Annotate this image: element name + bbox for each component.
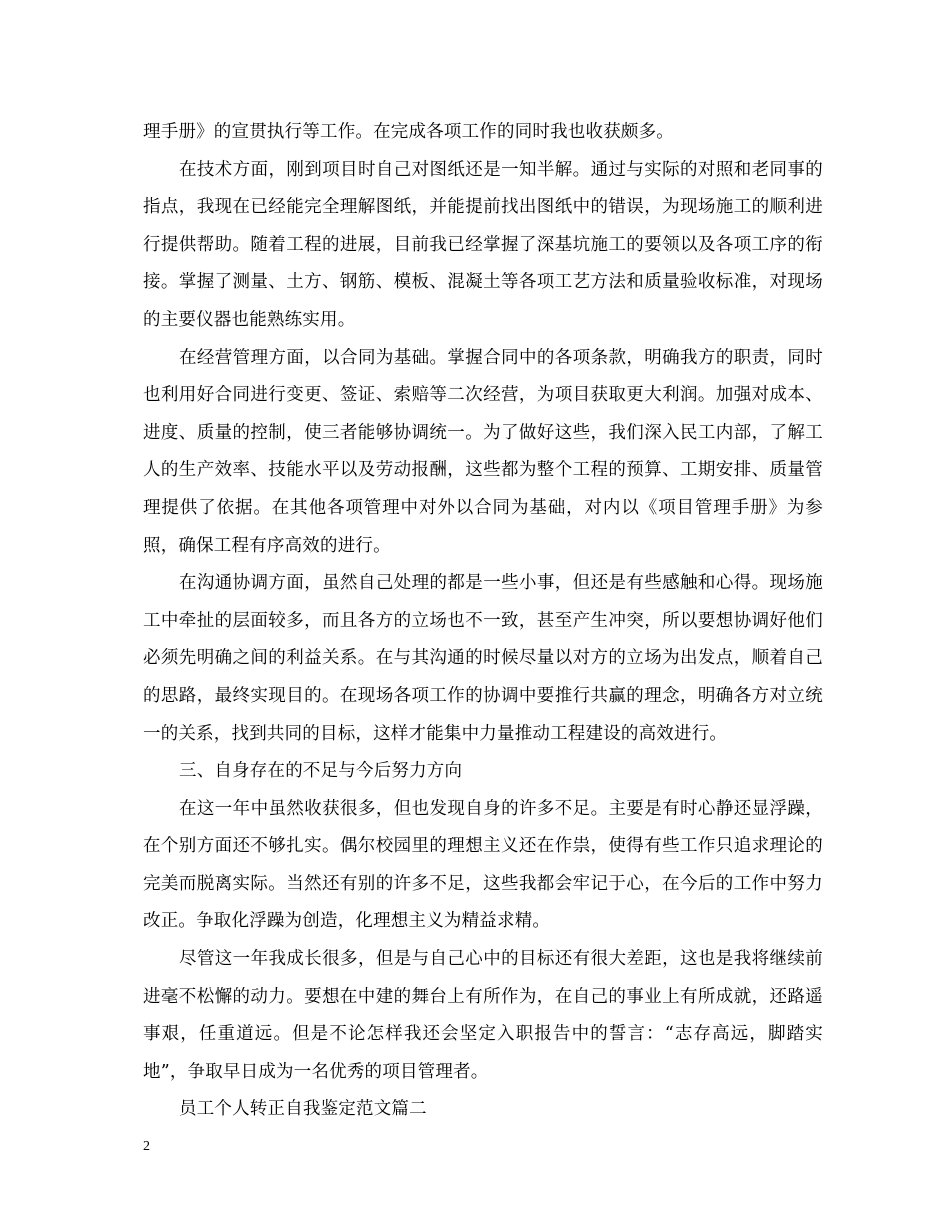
paragraph-management: 在经营管理方面，以合同为基础。掌握合同中的各项条款，明确我方的职责，同时也利用好合同进行变更、签证、索赔等二次经营，为项目获取更大利润。加强对成本、进度、质量的控制，使三者能够协调统一。为了做好这些，我们深入民工内部，了解工人的生产效率、技能水平以及劳动报酬，这些都为整个工程的预算、工期安排、质量管理提供了依据。在其他各项管理中对外以合同为基础，对内以《项目管理手册》为参照，确保工程有序高效的进行。 (143, 347, 823, 556)
paragraph-goals: 尽管这一年我成长很多，但是与自己心中的目标还有很大差距，这也是我将继续前进毫不松懈的动力。要想在中建的舞台上有所作为，在自己的事业上有所成就，还路遥事艰，任重道远。但是不论怎样我还会坚定入职报告中的誓言：“志存高远，脚踏实地”，争取早日成为一名优秀的项目管理者。 (143, 949, 823, 1082)
paragraph-communication: 在沟通协调方面，虽然自己处理的都是一些小事，但还是有些感触和心得。现场施工中牵扯的层面较多，而且各方的立场也不一致，甚至产生冲突，所以要想协调好他们必须先明确之间的利益关系。在与其沟通的时候尽量以对方的立场为出发点，顺着自己的思路，最终实现目的。在现场各项工作的协调中要推行共赢的理念，明确各方对立统一的关系，找到共同的目标，这样才能集中力量推动工程建设的高效进行。 (143, 573, 823, 744)
section-heading: 三、自身存在的不足与今后努力方向 (179, 761, 463, 782)
paragraph-continuation: 理手册》的宣贯执行等工作。在完成各项工作的同时我也收获颇多。 (143, 122, 674, 142)
paragraph-shortcomings: 在这一年中虽然收获很多，但也发现自身的许多不足。主要是有时心静还显浮躁，在个别方面还不够扎实。偶尔校园里的理想主义还在作祟，使得有些工作只追求理论的完美而脱离实际。当然还有别的许多不足，这些我都会牢记于心，在今后的工作中努力改正。争取化浮躁为创造，化理想主义为精益求精。 (143, 798, 823, 932)
paragraph-technical: 在技术方面，刚到项目时自己对图纸还是一知半解。通过与实际的对照和老同事的指点，我现在已经能完全理解图纸，并能提前找出图纸中的错误，为现场施工的顺利进行提供帮助。随着工程的进展，目前我已经掌握了深基坑施工的要领以及各项工序的衔接。掌握了测量、土方、钢筋、模板、混凝土等各项工艺方法和质量验收标准，对现场的主要仪器也能熟练实用。 (143, 159, 823, 330)
document-body (143, 114, 823, 1129)
article-title: 员工个人转正自我鉴定范文篇二 (179, 1099, 427, 1120)
page-number: 2 (143, 1139, 150, 1154)
